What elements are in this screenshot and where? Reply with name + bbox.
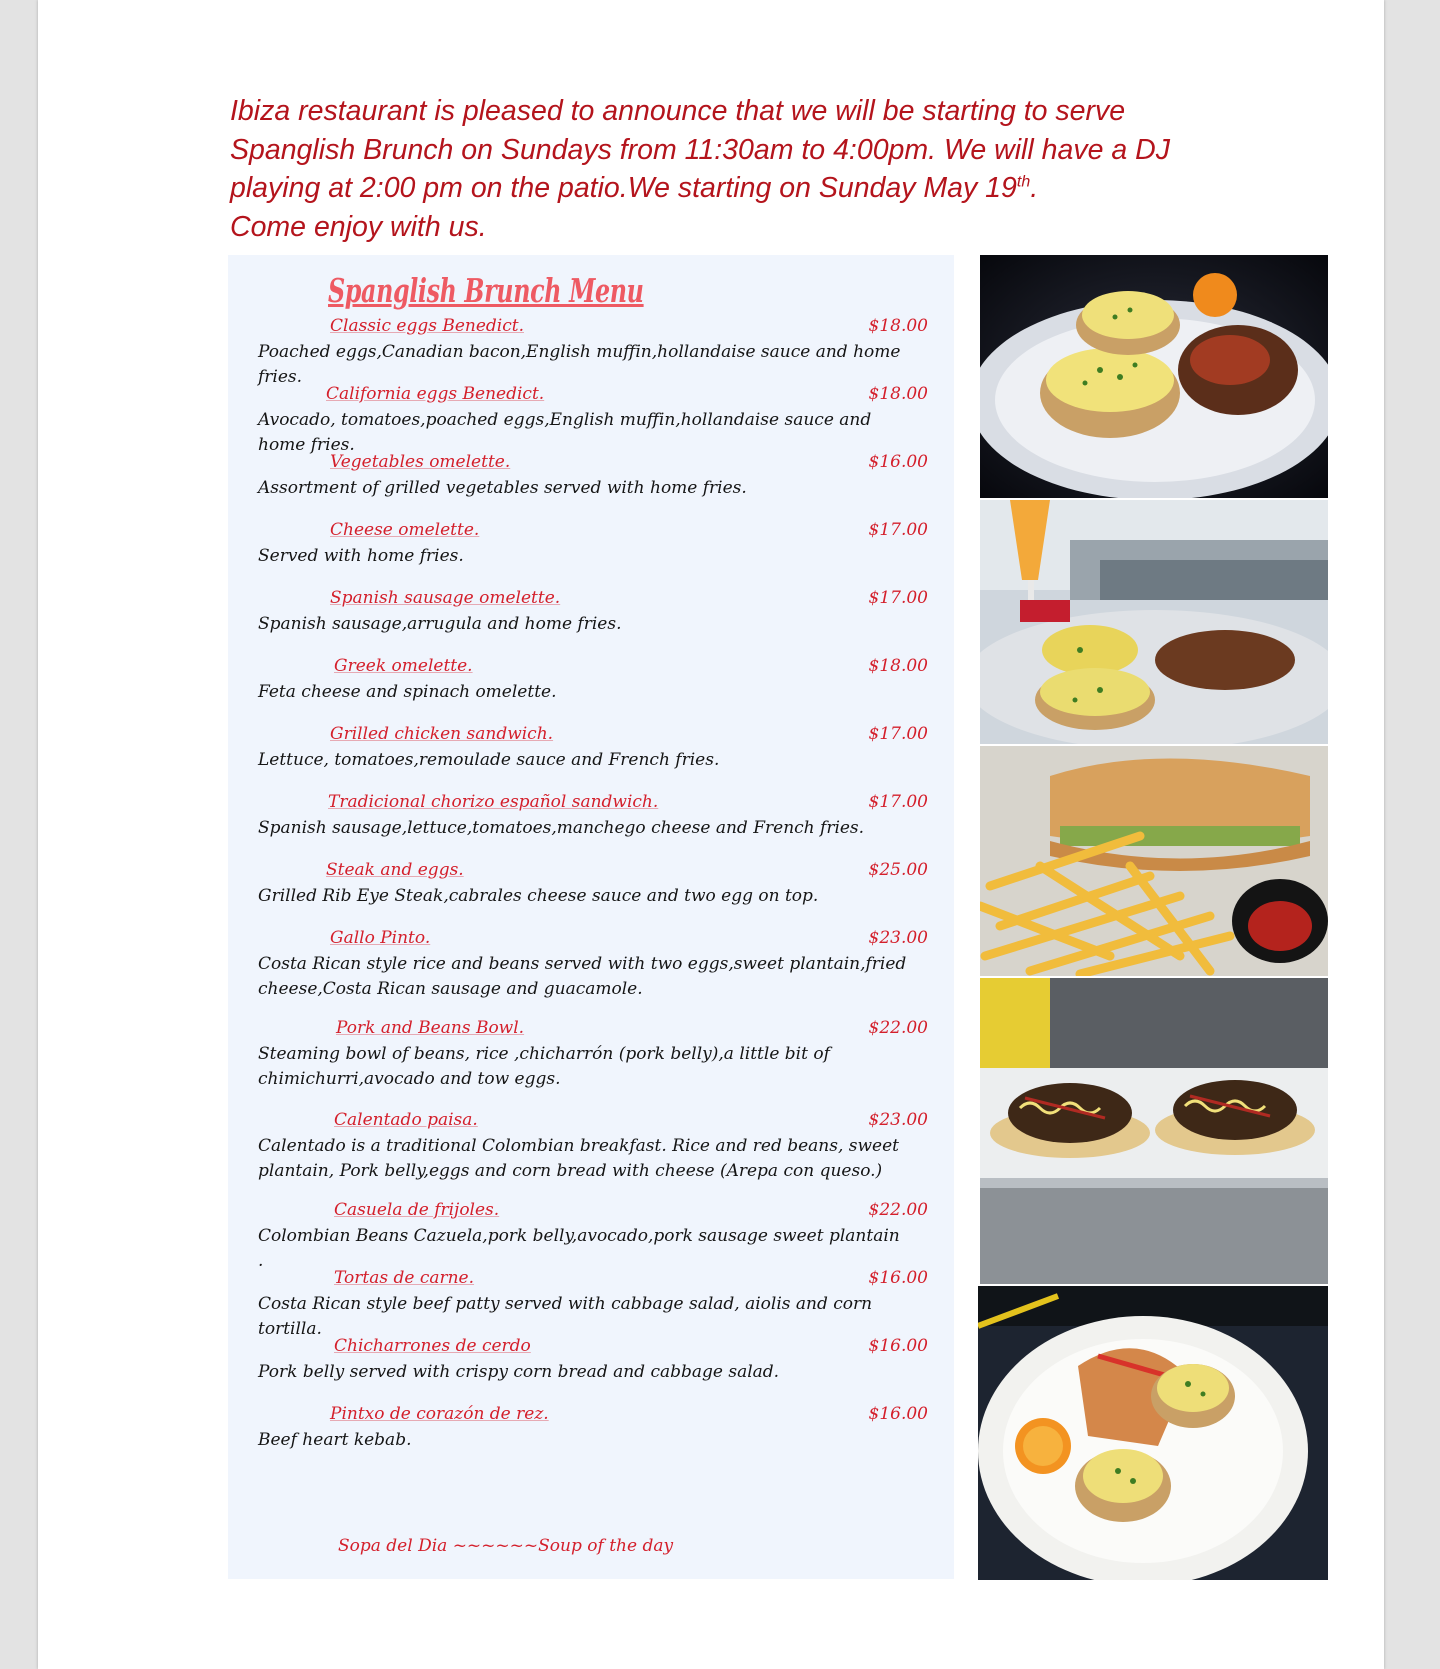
menu-item-name: Steak and eggs. (326, 860, 464, 880)
menu-item-description: Costa Rican style beef patty served with cabbage salad, aiolis and corn tortilla. (258, 1294, 873, 1339)
ordinal-suffix: th (1016, 173, 1031, 191)
menu-item-name: Calentado paisa. (334, 1110, 478, 1130)
menu-item-name: Classic eggs Benedict. (330, 316, 524, 336)
announcement-line-4: Come enjoy with us. (230, 210, 487, 243)
menu-item-price: $16.00 (868, 1404, 928, 1424)
menu-item-name: Grilled chicken sandwich. (330, 724, 554, 744)
menu-item-description: Served with home fries. (258, 546, 464, 566)
menu-item-description: Spanish sausage,arrugula and home fries. (258, 614, 622, 634)
menu-item-description: Costa Rican style rice and beans served with two eggs,sweet plantain,fried cheese,Costa Rican sausage and guacamole. (258, 954, 907, 999)
menu-item-description: Lettuce, tomatoes,remoulade sauce and French fries. (258, 750, 720, 770)
menu-item-description: Beef heart kebab. (258, 1430, 412, 1450)
menu-item-price: $16.00 (868, 452, 928, 472)
menu-item-name: Gallo Pinto. (330, 928, 431, 948)
tortas-de-carne-photo (980, 978, 1328, 1284)
menu-item-name: Chicharrones de cerdo (334, 1336, 531, 1356)
menu-item-price: $23.00 (868, 1110, 928, 1130)
menu-item-name: Pork and Beans Bowl. (336, 1018, 525, 1038)
eggs-benedict-plate-photo (980, 255, 1328, 498)
menu-item-price: $17.00 (868, 588, 928, 608)
announcement-line-1: Ibiza restaurant is pleased to announce that we will be starting to serve (230, 95, 1126, 127)
menu-item-price: $17.00 (868, 792, 928, 812)
menu-item-price: $18.00 (868, 316, 928, 336)
announcement-line-3: playing at 2:00 pm on the patio.We starting on Sunday May 19 (230, 172, 1017, 204)
menu-item-price: $17.00 (868, 520, 928, 540)
menu-item-price: $16.00 (868, 1268, 928, 1288)
menu-item-description: Poached eggs,Canadian bacon,English muffin,hollandaise sauce and home fries. (258, 342, 901, 387)
menu-item-price: $25.00 (868, 860, 928, 880)
menu-title: Spanglish Brunch Menu (328, 271, 644, 310)
menu-item-description: Avocado, tomatoes,poached eggs,English muffin,hollandaise sauce and home fries. (258, 410, 872, 455)
menu-item-name: Cheese omelette. (330, 520, 480, 540)
soup-of-the-day: Sopa del Dia ~~~~~~Soup of the day (338, 1536, 674, 1556)
menu-item-price: $16.00 (868, 1336, 928, 1356)
menu-item-price: $18.00 (868, 384, 928, 404)
menu-item-name: California eggs Benedict. (326, 384, 545, 404)
eggs-benedict-patio-photo (980, 500, 1328, 744)
menu-item-description: Assortment of grilled vegetables served with home fries. (258, 478, 747, 498)
eggs-benedict-orange-photo (978, 1286, 1328, 1580)
menu-item-description: Pork belly served with crispy corn bread and cabbage salad. (258, 1362, 780, 1382)
menu-item-description: Steaming bowl of beans, rice ,chicharrón (pork belly),a little bit of chimichurri,avocado and tow eggs. (258, 1044, 830, 1089)
sandwich-fries-photo (980, 746, 1328, 976)
menu-item-description: Colombian Beans Cazuela,pork belly,avocado,pork sausage sweet plantain . (258, 1226, 900, 1271)
menu-item-name: Tradicional chorizo español sandwich. (328, 792, 659, 812)
announcement-line-3-end: . (1030, 172, 1039, 204)
brunch-menu (228, 255, 954, 1579)
menu-item-name: Casuela de frijoles. (334, 1200, 500, 1220)
menu-item-description: Feta cheese and spinach omelette. (258, 682, 557, 702)
menu-item-price: $18.00 (868, 656, 928, 676)
menu-item-name: Vegetables omelette. (330, 452, 511, 472)
menu-item-price: $23.00 (868, 928, 928, 948)
menu-item-name: Spanish sausage omelette. (330, 588, 561, 608)
menu-item-description: Spanish sausage,lettuce,tomatoes,manchego cheese and French fries. (258, 818, 865, 838)
announcement-text (230, 92, 1230, 246)
menu-item-name: Greek omelette. (334, 656, 473, 676)
menu-item-price: $17.00 (868, 724, 928, 744)
menu-item-price: $22.00 (868, 1200, 928, 1220)
document-page (38, 0, 1384, 1669)
menu-item-name: Tortas de carne. (334, 1268, 475, 1288)
menu-item-name: Pintxo de corazón de rez. (330, 1404, 549, 1424)
announcement-line-2: Spanglish Brunch on Sundays from 11:30am to 4:00pm. We will have a DJ (230, 133, 1170, 166)
menu-item-description: Grilled Rib Eye Steak,cabrales cheese sauce and two egg on top. (258, 886, 819, 906)
menu-item-description: Calentado is a traditional Colombian breakfast. Rice and red beans, sweet plantain, Pork belly,eggs and corn bread with cheese (Arepa con queso.) (258, 1136, 900, 1181)
menu-item-price: $22.00 (868, 1018, 928, 1038)
